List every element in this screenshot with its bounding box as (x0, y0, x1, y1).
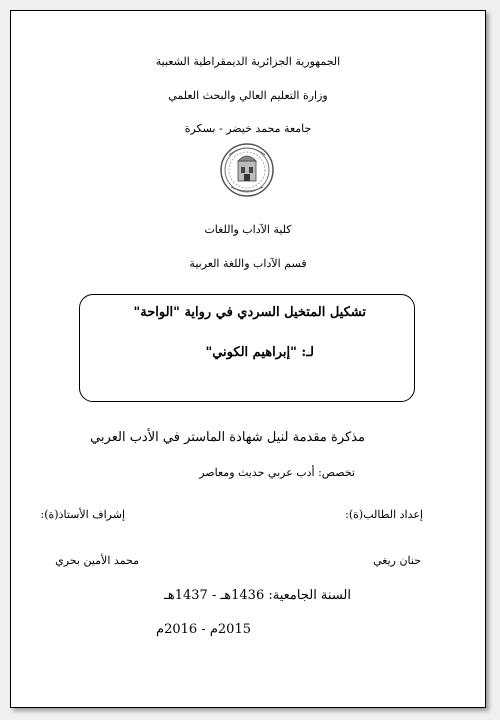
student-label: إعداد الطالب(ة): (345, 508, 423, 521)
faculty-name: كلية الآداب واللغات (204, 223, 292, 236)
thesis-title-box (79, 294, 415, 402)
republic-name: الجمهورية الجزائرية الديمقراطية الشعبية (155, 55, 341, 68)
university-logo-icon (219, 139, 275, 201)
specialty: تخصص: أدب عربي حديث ومعاصر (199, 466, 355, 479)
degree-statement: مذكرة مقدمة لنيل شهادة الماستر في الأدب العربي (90, 430, 365, 445)
thesis-author-line: لـ: "إبراهيم الكوني" (205, 345, 314, 360)
supervisor-name: محمد الأمين بحري (55, 554, 139, 567)
thesis-title: تشكيل المتخيل السردي في رواية "الواحة" (133, 305, 366, 320)
university-name: جامعة محمد خيضر - بسكرة (184, 122, 312, 135)
ministry-name: وزارة التعليم العالي والبحث العلمي (168, 89, 328, 102)
document-page (10, 10, 486, 708)
academic-year-gregorian: 2015م - 2016م (156, 622, 251, 637)
supervisor-label: إشراف الأستاذ(ة): (40, 508, 125, 521)
student-name: حنان ريغي (373, 554, 421, 567)
academic-year-hijri: السنة الجامعية: 1436هـ - 1437هـ (164, 588, 351, 603)
department-name: قسم الآداب واللغة العربية (189, 257, 307, 270)
